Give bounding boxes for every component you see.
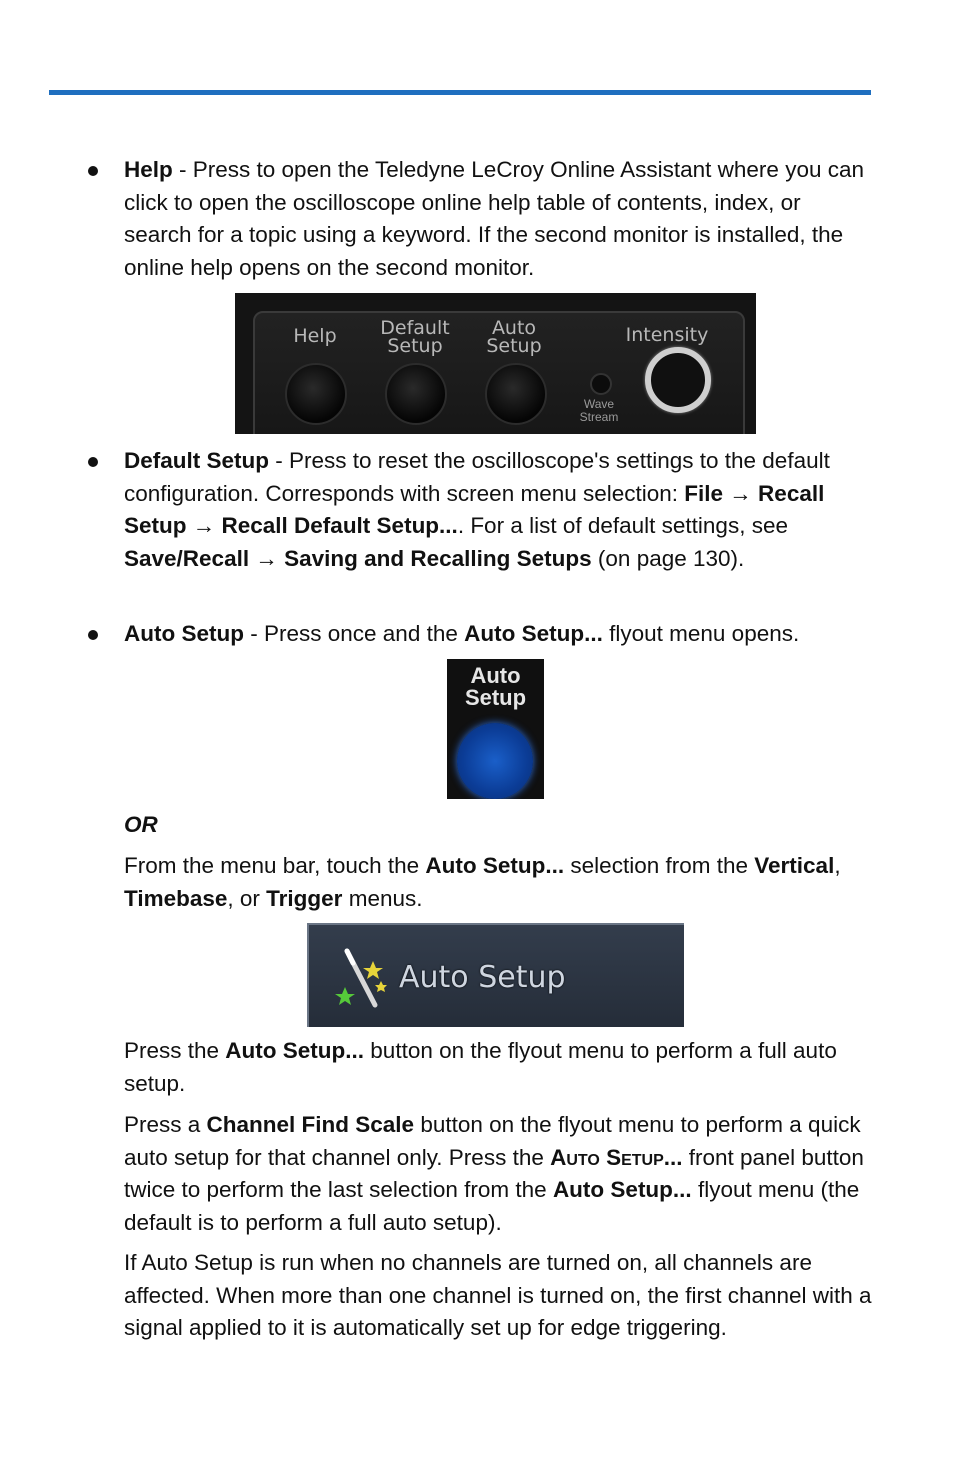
default-label-line2: Setup [387, 335, 443, 357]
default-text-2: . For a list of default settings, see [457, 513, 788, 538]
auto-flyout-name: Auto Setup... [464, 621, 603, 646]
default-crossref: Save/Recall → Saving and Recalling Setups [124, 545, 592, 571]
magic-wand-icon [333, 947, 389, 1011]
wavestream-label [571, 398, 627, 424]
channel-auto-setup: Auto Setup... [552, 1177, 692, 1202]
channel-text-1: Press a [124, 1112, 207, 1137]
full-text-1: Press the [124, 1038, 226, 1063]
help-paragraph [124, 154, 874, 284]
help-description: - Press to open the Teledyne LeCroy Online Assistant where you can click to open the oscilloscope online help table of contents, index, or search for a topic using a keyword. If the second monitor is installed, the online help opens on the second monitor. [124, 157, 864, 280]
default-label-line1: Default [380, 317, 450, 339]
menubar-paragraph [124, 850, 874, 915]
bullet-dot [88, 166, 98, 176]
full-auto-setup: Auto Setup... [225, 1038, 365, 1063]
channel-text-2: button on the flyout menu to perform a quick auto setup for that channel only. Press the [124, 1112, 861, 1170]
channel-find-paragraph [124, 1109, 874, 1239]
menubar-text-4: , or [227, 885, 267, 911]
default-menu-path: File → Recall Setup → Recall Default Setup... [124, 480, 825, 538]
default-term: Default Setup [124, 448, 270, 473]
auto-term: Auto Setup [124, 621, 244, 646]
no-channel-paragraph: If Auto Setup is run when no channels are turned on, all channels are affected. When more than one channel is turned on, the first channel with a signal applied to it is automatically set up for edge triggering. [124, 1250, 872, 1340]
or-label: OR [124, 812, 158, 837]
auto-setup-knob [485, 363, 547, 425]
default-text-3: (on page 130). [591, 545, 745, 571]
button-label-line1: Auto [470, 663, 521, 688]
menubar-timebase: Timebase [124, 885, 228, 911]
auto-setup-smallcaps: Auto Setup... [550, 1144, 683, 1170]
full-auto-paragraph [124, 1035, 874, 1100]
default-setup-knob [385, 363, 447, 425]
wave-line2: Stream [579, 410, 619, 424]
channel-text-3: front panel button twice to perform the last selection from the [124, 1144, 864, 1202]
default-setup-label [377, 319, 453, 355]
default-text-1: - Press to reset the oscilloscope's settings to the default configuration. Corresponds with screen menu selection: [124, 448, 830, 506]
menu-item-label: Auto Setup [399, 960, 566, 995]
auto-setup-menu-image [307, 923, 684, 1027]
front-panel-image [235, 293, 756, 434]
auto-text-2: flyout menu opens. [602, 621, 800, 646]
menubar-text-5: menus. [342, 885, 423, 911]
intensity-knob [645, 347, 711, 413]
auto-setup-button-label [447, 665, 544, 709]
menubar-text-3: , [834, 853, 841, 878]
full-text-2: button on the flyout menu to perform a full auto setup. [124, 1038, 837, 1096]
channel-text-4: flyout menu (the default is to perform a full auto setup). [124, 1177, 860, 1235]
intensity-label: Intensity [625, 324, 709, 346]
wave-line1: Wave [583, 397, 615, 411]
auto-setup-paragraph [124, 618, 874, 651]
auto-setup-blue-button [457, 723, 533, 799]
help-term: Help [124, 157, 173, 182]
wavestream-led [590, 373, 612, 395]
bullet-dot [88, 457, 98, 467]
auto-text-1: - Press once and the [243, 621, 465, 646]
menubar-auto-setup: Auto Setup... [425, 853, 565, 878]
bullet-dot [88, 630, 98, 640]
auto-setup-label [479, 319, 549, 355]
help-knob [285, 363, 347, 425]
button-label-line2: Setup [464, 685, 527, 710]
menubar-text-1: From the menu bar, touch the [124, 853, 426, 878]
menubar-vertical: Vertical [754, 853, 835, 878]
auto-label-line1: Auto [491, 317, 537, 339]
menubar-text-2: selection from the [564, 853, 755, 878]
menubar-trigger: Trigger [266, 885, 343, 911]
channel-find-scale: Channel Find Scale [206, 1112, 415, 1137]
header-rule [49, 90, 871, 95]
auto-setup-button-image [447, 659, 544, 799]
help-button-label: Help [293, 325, 337, 347]
auto-label-line2: Setup [486, 335, 542, 357]
default-setup-paragraph [124, 445, 874, 575]
